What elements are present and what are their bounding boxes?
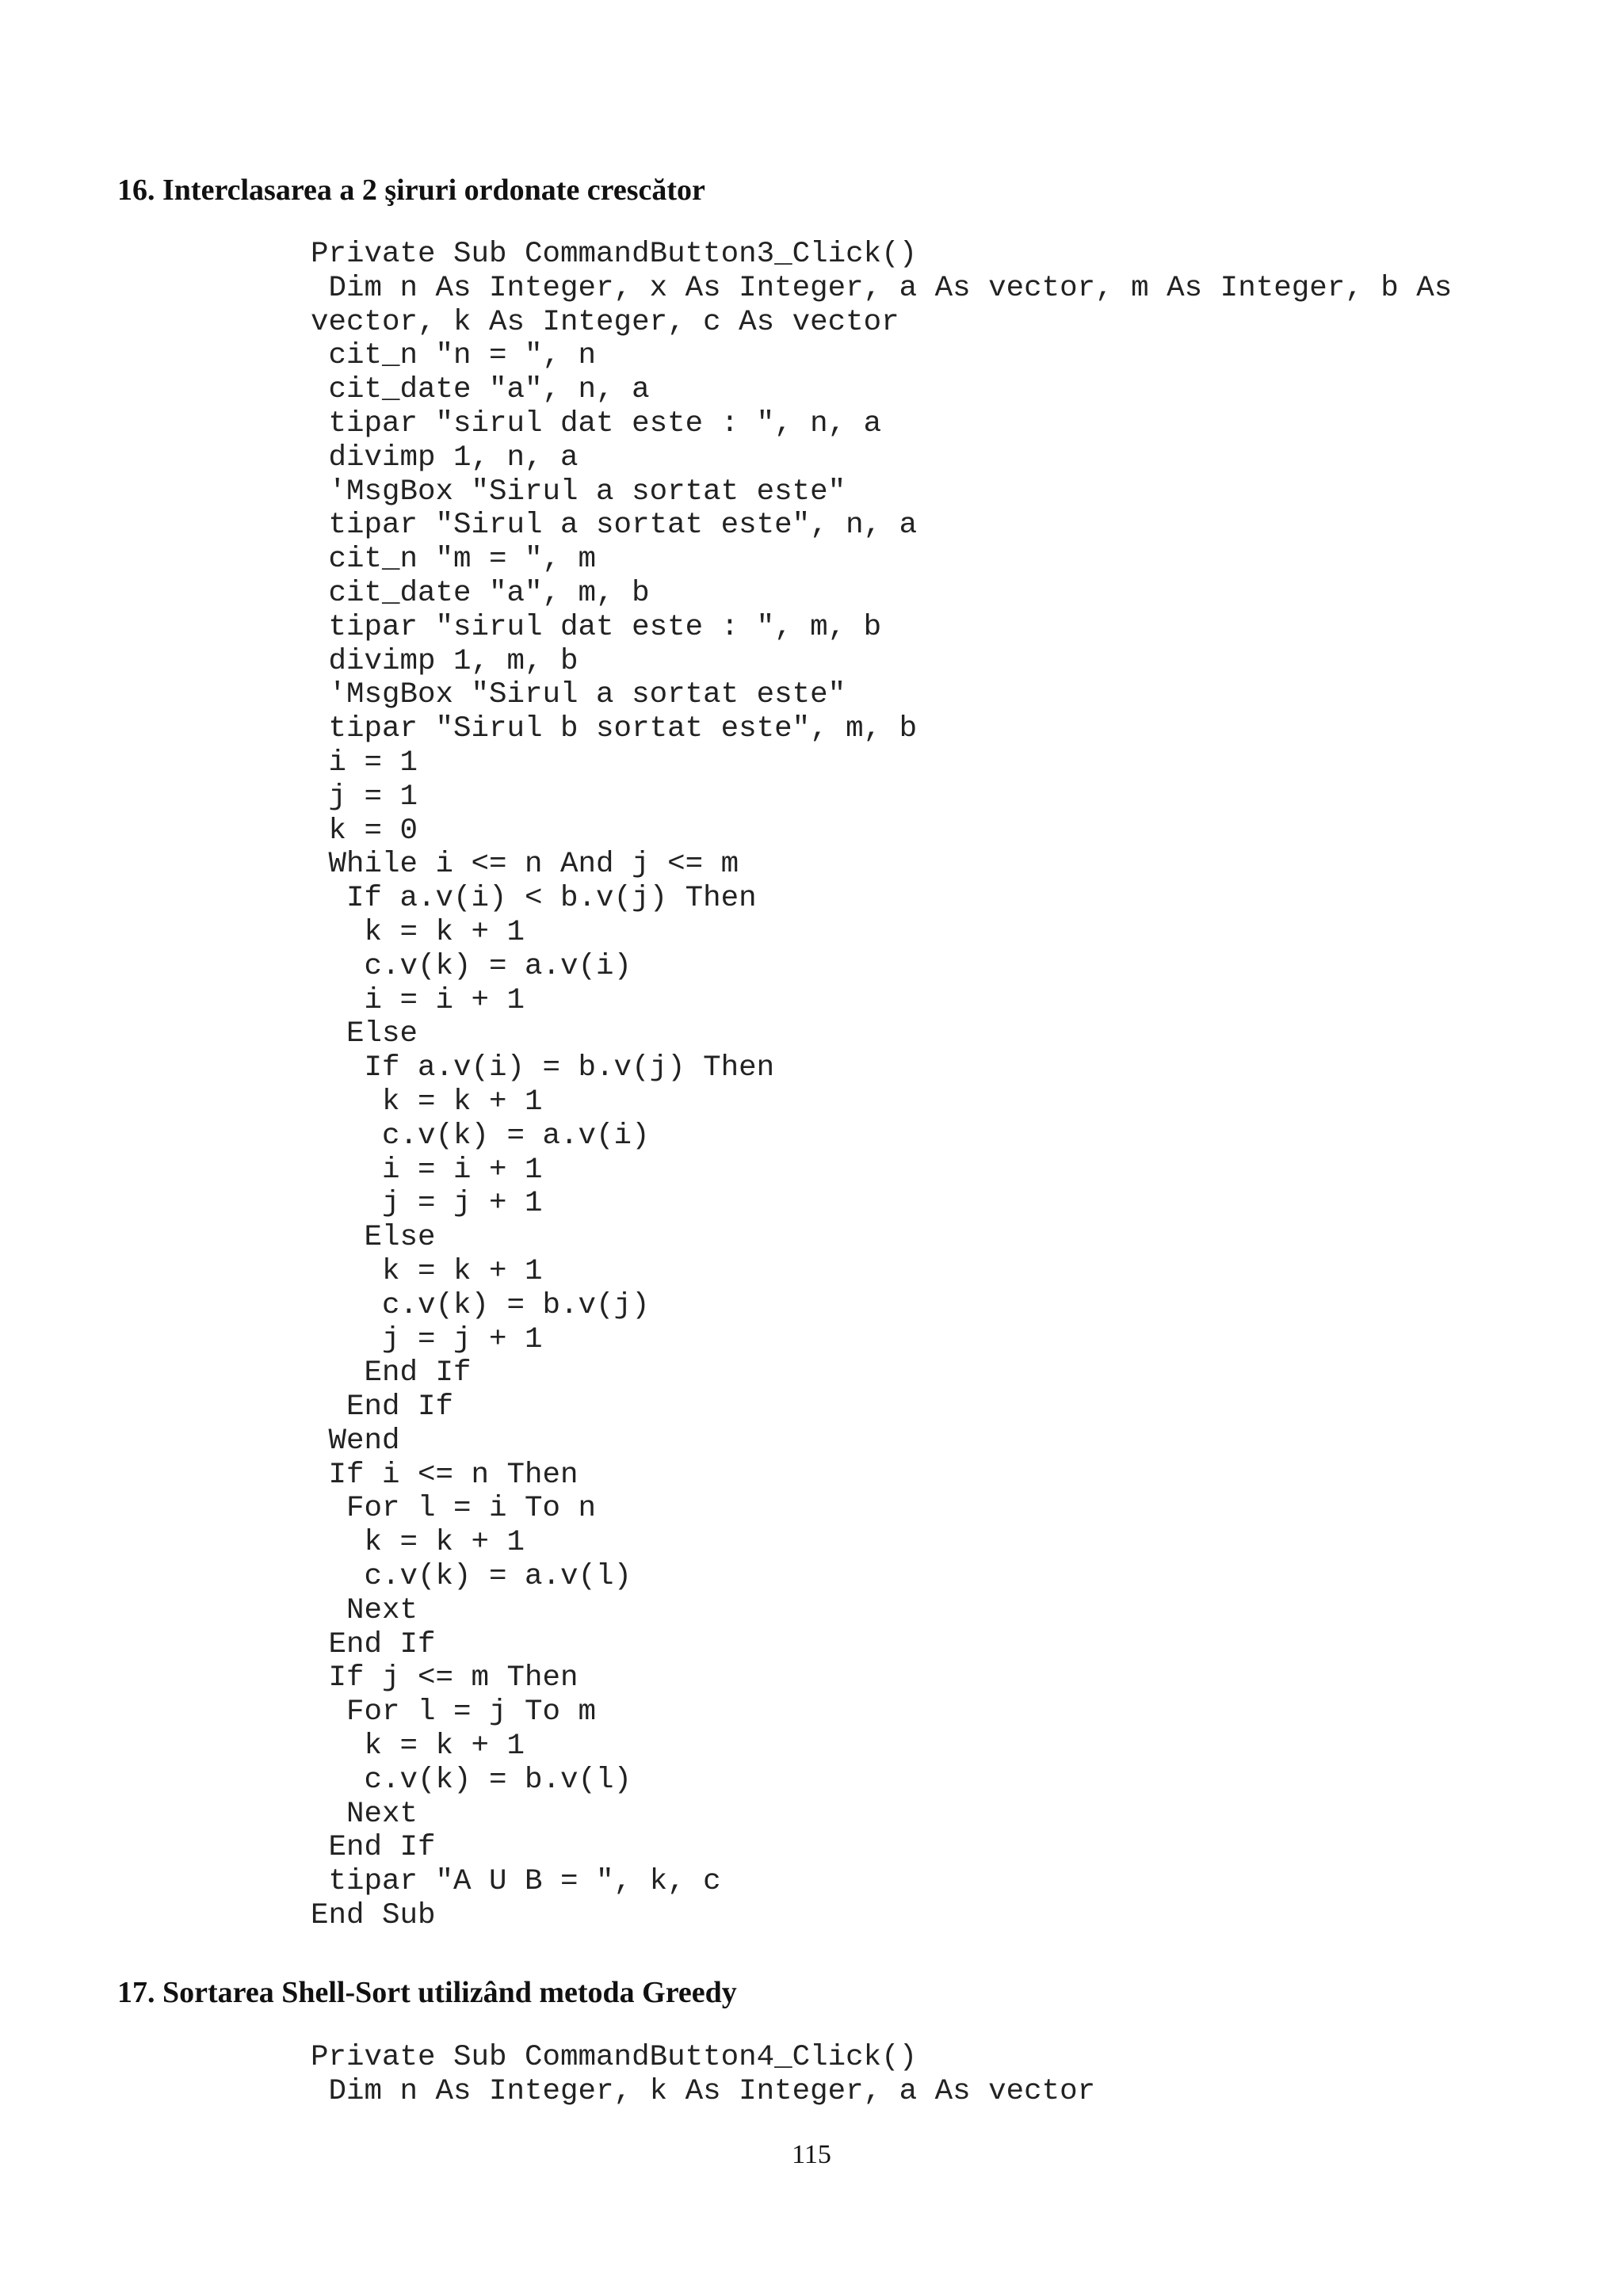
code-line: If a.v(i) = b.v(j) Then xyxy=(311,1051,775,1085)
code-line: If i <= n Then xyxy=(311,1458,579,1492)
code-line: Wend xyxy=(311,1424,400,1458)
code-block-merge-sorted-arrays xyxy=(311,238,1452,1933)
code-line: c.v(k) = b.v(j) xyxy=(311,1288,650,1322)
code-line: tipar "sirul dat este : ", n, a xyxy=(311,406,882,441)
code-line: i = i + 1 xyxy=(311,983,525,1017)
code-line: If j <= m Then xyxy=(311,1661,579,1695)
code-line: End If xyxy=(311,1831,436,1865)
code-line: c.v(k) = a.v(i) xyxy=(311,949,632,983)
code-line: c.v(k) = a.v(l) xyxy=(311,1560,632,1594)
code-block-shell-sort xyxy=(311,2041,1095,2109)
code-line: cit_date "a", n, a xyxy=(311,373,650,407)
section-heading-16: 16. Interclasarea a 2 şiruri ordonate crescător xyxy=(117,174,705,207)
code-line: k = 0 xyxy=(311,814,418,848)
section-heading-17: 17. Sortarea Shell-Sort utilizând metoda Greedy xyxy=(117,1976,737,2009)
code-line: cit_n "n = ", n xyxy=(311,339,597,373)
code-line: k = k + 1 xyxy=(311,915,525,949)
code-line: i = 1 xyxy=(311,746,418,780)
code-line: Private Sub CommandButton4_Click() xyxy=(311,2041,918,2074)
page-number: 115 xyxy=(792,2140,831,2169)
code-line: While i <= n And j <= m xyxy=(311,848,739,882)
code-line: For l = j To m xyxy=(311,1695,597,1730)
code-line: cit_date "a", m, b xyxy=(311,576,650,610)
code-line: c.v(k) = a.v(i) xyxy=(311,1119,650,1153)
code-line: tipar "Sirul a sortat este", n, a xyxy=(311,509,918,543)
code-line: End Sub xyxy=(311,1899,436,1933)
code-line: tipar "A U B = ", k, c xyxy=(311,1865,721,1899)
code-line: vector, k As Integer, c As vector xyxy=(311,305,899,339)
code-line: k = k + 1 xyxy=(311,1526,525,1560)
code-line: Next xyxy=(311,1797,418,1831)
code-line: c.v(k) = b.v(l) xyxy=(311,1763,632,1797)
code-line: Private Sub CommandButton3_Click() xyxy=(311,238,918,271)
code-line: End If xyxy=(311,1390,454,1425)
code-line: tipar "Sirul b sortat este", m, b xyxy=(311,712,918,746)
code-line: 'MsgBox "Sirul a sortat este" xyxy=(311,678,846,712)
code-line: Else xyxy=(311,1017,418,1051)
code-line: k = k + 1 xyxy=(311,1730,525,1764)
code-line: i = i + 1 xyxy=(311,1153,543,1187)
code-line: Dim n As Integer, k As Integer, a As vector xyxy=(311,2074,1096,2108)
code-line: divimp 1, n, a xyxy=(311,441,579,475)
code-line: divimp 1, m, b xyxy=(311,644,579,678)
code-line: End If xyxy=(311,1356,472,1390)
code-line: If a.v(i) < b.v(j) Then xyxy=(311,882,757,916)
code-line: cit_n "m = ", m xyxy=(311,543,597,577)
code-line: j = j + 1 xyxy=(311,1322,543,1356)
code-line: Else xyxy=(311,1221,436,1255)
code-line: j = j + 1 xyxy=(311,1187,543,1221)
code-line: j = 1 xyxy=(311,780,418,814)
code-line: For l = i To n xyxy=(311,1492,597,1526)
code-line: End If xyxy=(311,1627,436,1661)
code-line: tipar "sirul dat este : ", m, b xyxy=(311,610,882,644)
code-line: Next xyxy=(311,1593,418,1627)
code-line: 'MsgBox "Sirul a sortat este" xyxy=(311,475,846,509)
code-line: k = k + 1 xyxy=(311,1254,543,1288)
code-line: k = k + 1 xyxy=(311,1085,543,1119)
code-line: Dim n As Integer, x As Integer, a As vector, m As Integer, b As xyxy=(311,271,1453,305)
